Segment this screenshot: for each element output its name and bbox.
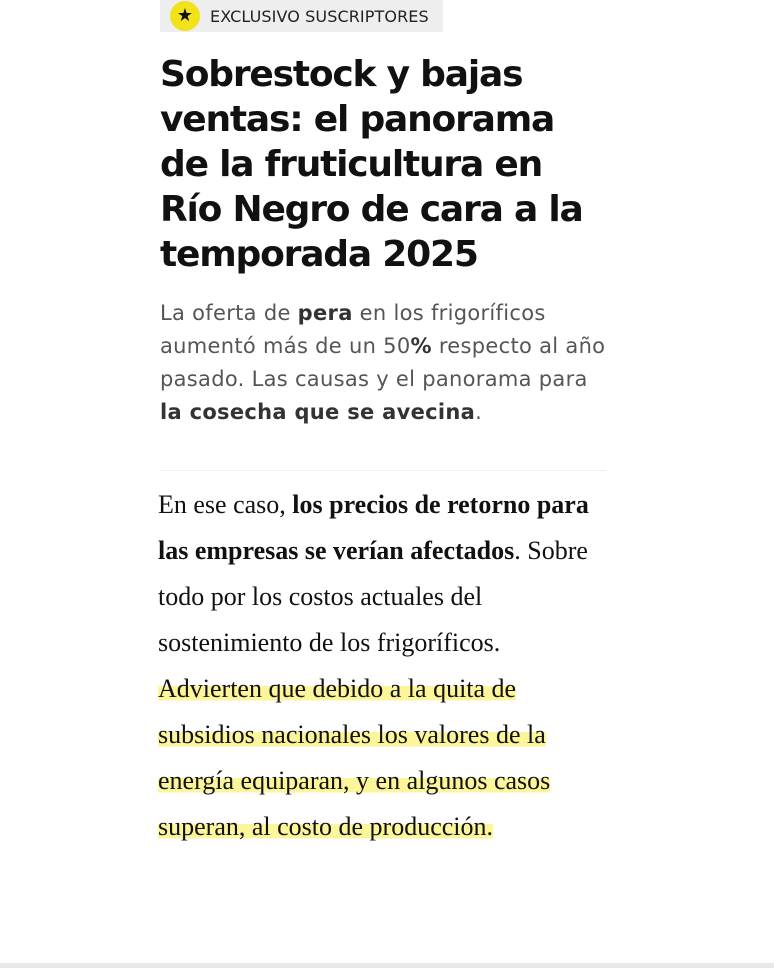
subhead-bold-1: pera [297,301,353,325]
bottom-edge [0,963,774,968]
highlighted-text: Advierten que debido a la quita de subsidios nacionales los valores de la energía equiparan, y en algunos casos superan, al costo de producción. [158,674,551,841]
body-bold-1: los precios de retorno para las empresas se verían afectados [158,490,589,565]
badge-label: EXCLUSIVO SUSCRIPTORES [210,6,429,26]
subhead-bold-3: la cosecha que se avecina [160,400,476,424]
body-text-1: En ese caso, [158,490,293,519]
exclusive-badge [160,0,443,32]
subhead-text-2: en los frigoríficos aumentó más de un 50 [160,301,546,358]
section-divider [160,470,606,471]
subhead-text-3: respecto al año pasado. Las causas y el panorama para [160,334,606,391]
article-body [158,482,608,850]
star-icon: ★ [170,1,200,31]
subhead-bold-2: % [410,334,432,358]
body-text-2: . Sobre todo por los costos actuales del sostenimiento de los frigoríficos. [158,536,588,657]
article-subhead [160,297,610,429]
article-headline: Sobrestock y bajas ventas: el panorama de la fruticultura en Río Negro de cara a la temporada 2025 [160,54,583,275]
subhead-text-4: . [475,400,483,424]
subhead-text-1: La oferta de [160,301,298,325]
